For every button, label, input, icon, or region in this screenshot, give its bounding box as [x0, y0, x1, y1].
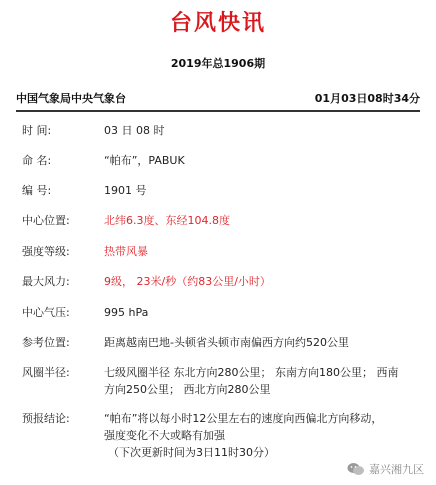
row-value-line: 七级风圈半径 东北方向280公里； 东南方向180公里； 西南 [104, 366, 399, 379]
row-label: 参考位置: [22, 336, 70, 349]
row-value: 热带风暴 [104, 245, 148, 258]
row-value: 9级， 23米/秒（约83公里/小时） [104, 275, 271, 288]
row-wind-radius [22, 364, 422, 398]
row-label: 中心位置: [22, 214, 70, 227]
header-row [16, 86, 420, 112]
row-value: 1901 号 [104, 184, 147, 197]
row-max-wind [22, 273, 422, 290]
row-label: 命 名: [22, 154, 52, 167]
row-value [104, 410, 422, 461]
row-label: 时 间: [22, 124, 52, 137]
row-value: 995 hPa [104, 306, 149, 319]
watermark-text: 嘉兴湘九区 [369, 463, 424, 476]
row-name [22, 152, 422, 169]
row-value: 03 日 08 时 [104, 124, 165, 137]
row-value-line: 强度变化不大或略有加强 [104, 429, 225, 442]
row-value: 距离越南巴地-头顿省头顿市南偏西方向约520公里 [104, 336, 349, 349]
row-time [22, 122, 422, 139]
row-value-line: 方向250公里； 西北方向280公里 [104, 383, 271, 396]
issuing-organization: 中国气象局中央气象台 [16, 92, 126, 105]
row-label: 编 号: [22, 184, 52, 197]
row-value-line: （下次更新时间为3日11时30分） [108, 446, 275, 459]
row-center-position [22, 212, 422, 229]
wechat-icon [347, 462, 365, 476]
issue-number: 2019年总1906期 [170, 57, 266, 70]
row-value-line: “帕布”将以每小时12公里左右的速度向西偏北方向移动， [104, 412, 383, 425]
row-intensity [22, 243, 422, 260]
row-pressure [22, 304, 422, 321]
row-label: 最大风力: [22, 275, 70, 288]
row-number [22, 182, 422, 199]
row-value: 北纬6.3度、东经104.8度 [104, 214, 230, 227]
row-label: 预报结论: [22, 412, 70, 425]
issue-datetime: 01月03日08时34分 [314, 92, 420, 105]
row-reference-position [22, 334, 422, 351]
row-value: “帕布”，PABUK [104, 154, 185, 167]
row-forecast [22, 410, 422, 461]
row-label: 强度等级: [22, 245, 70, 258]
row-value [104, 364, 422, 398]
row-label: 风圈半径: [22, 366, 70, 379]
row-label: 中心气压: [22, 306, 70, 319]
watermark [347, 461, 424, 477]
page-title: 台风快讯 [169, 11, 266, 36]
